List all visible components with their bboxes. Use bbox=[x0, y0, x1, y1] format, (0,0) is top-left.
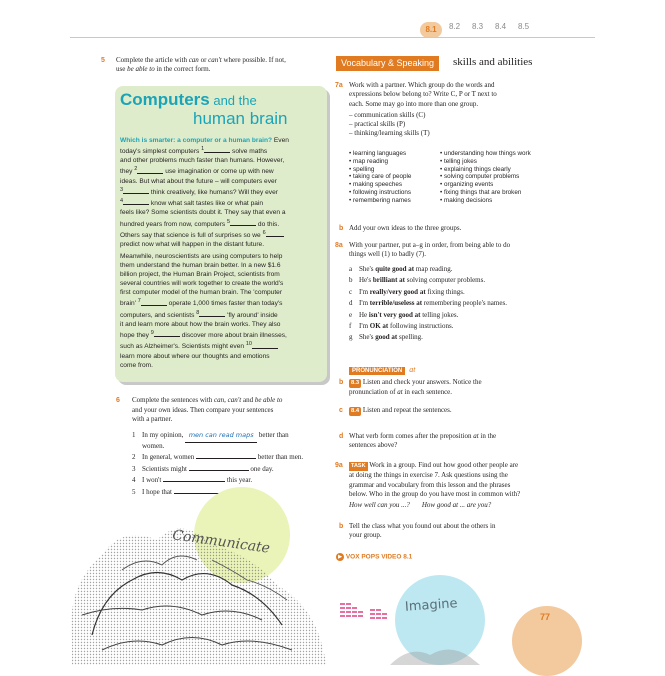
answer-4[interactable] bbox=[163, 481, 225, 482]
page-number: 77 bbox=[540, 612, 551, 622]
blank-2[interactable] bbox=[137, 173, 163, 174]
list-item: d I'm terrible/useless at remembering people's names. bbox=[349, 299, 507, 308]
exercise-8d-letter: d bbox=[339, 433, 344, 440]
skills-list-1: • learning languages • map reading • spelling • taking care of people • making speeches • following instructions • remembering names bbox=[349, 150, 412, 204]
section-badge: Vocabulary & Speaking bbox=[336, 56, 439, 71]
article-paragraph-1: Which is smarter: a computer or a human brain? Even today's simplest computers $^1$ solve maths and other problems much faster than humans. However, they $^2$ use imagination or come up with new ideas. But what about the future – will computers ever $^3$ think creatively, like humans? Will they ever $^4$ know what salt tastes like or what pain feels like? Some scientists doubt it. They say that even a hundred years from now, computers $^5$ do this. Others say that science is full of surprises so we $^6$ predict now what will happen in the distant future. bbox=[120, 137, 289, 249]
list-item: g She's good at spelling. bbox=[349, 333, 423, 342]
list-item: 1 In my opinion, men can read maps better than bbox=[132, 430, 342, 443]
exercise-6-instruction: Complete the sentences with can, can't and be able to and your own ideas. Then compare your sentences with a partner. bbox=[132, 396, 283, 423]
blank-3[interactable] bbox=[123, 193, 149, 194]
exercise-8a-number: 8a bbox=[335, 242, 343, 249]
play-icon: ▶ bbox=[336, 553, 344, 561]
exercise-9b-letter: b bbox=[339, 523, 344, 530]
exercise-5-number: 5 bbox=[101, 57, 105, 64]
communicate-text: Communicate bbox=[171, 527, 271, 557]
answer-3[interactable] bbox=[189, 470, 249, 471]
list-item: 4 I won't this year. bbox=[132, 476, 253, 484]
pronunciation-heading: PRONUNCIATION at bbox=[349, 359, 415, 377]
audio-track-8-3[interactable]: 8.3 bbox=[349, 379, 361, 388]
blank-10[interactable] bbox=[252, 348, 278, 349]
exercise-7a-number: 7a bbox=[335, 82, 343, 89]
brain-illustration bbox=[62, 485, 332, 665]
exercise-8a-items bbox=[349, 264, 569, 344]
blank-7[interactable] bbox=[141, 305, 167, 306]
list-item: 2 In general, women better than men. bbox=[132, 453, 304, 461]
list-item: f I'm OK at following instructions. bbox=[349, 322, 454, 331]
nav-tab-8-5[interactable]: 8.5 bbox=[518, 22, 530, 31]
list-item: e He isn't very good at telling jokes. bbox=[349, 310, 459, 319]
blank-5[interactable] bbox=[230, 225, 256, 226]
exercise-7b-text: Add your own ideas to the three groups. bbox=[349, 224, 462, 232]
exercise-8c-text: 8.4 Listen and repeat the sentences. bbox=[351, 406, 452, 414]
list-item: 5 I hope that bbox=[132, 487, 342, 499]
imagine-text: Imagine bbox=[404, 596, 459, 615]
blank-8[interactable] bbox=[199, 316, 225, 317]
section-title: skills and abilities bbox=[453, 56, 533, 68]
list-item: b He's brilliant at solving computer problems. bbox=[349, 276, 486, 285]
header-divider bbox=[70, 37, 595, 38]
exercise-9b-text: Tell the class what you found out about the others in your group. bbox=[349, 522, 496, 540]
skills-list-2: • understanding how things work • telling jokes • explaining things clearly • solving computer problems • organizing events • fixing things that are broken • making decisions bbox=[440, 150, 531, 204]
nav-tab-8-1[interactable]: 8.1 bbox=[420, 22, 442, 38]
exercise-8b-text: 8.3 Listen and check your answers. Notice the pronunciation of at in each sentence. bbox=[349, 378, 482, 397]
exercise-6-items: 1 In my opinion, men can read maps better than women. 2 In general, women better than men. 3 Scientists might one day. 4 I won't this year. 5 I hope that bbox=[132, 430, 342, 498]
nav-tab-8-4[interactable]: 8.4 bbox=[495, 22, 507, 31]
blank-4[interactable] bbox=[123, 204, 149, 205]
audio-track-8-4[interactable]: 8.4 bbox=[351, 408, 360, 414]
pronunciation-badge: PRONUNCIATION bbox=[349, 367, 405, 375]
exercise-6-number: 6 bbox=[116, 397, 120, 404]
exercise-5-instruction: Complete the article with can or can't where possible. If not, use be able to in the correct form. bbox=[116, 56, 286, 73]
nav-tab-8-2[interactable]: 8.2 bbox=[449, 22, 461, 31]
exercise-9a-number: 9a bbox=[335, 462, 343, 469]
exercise-8c-letter: c bbox=[339, 407, 343, 414]
list-item: c I'm really/very good at fixing things. bbox=[349, 287, 465, 296]
imagine-illustration bbox=[330, 565, 510, 665]
list-item: a She's quite good at map reading. bbox=[349, 265, 453, 273]
blank-9[interactable] bbox=[154, 336, 180, 337]
article-paragraph-2: Meanwhile, neuroscientists are using computers to help them understand the human brain better. In a new $1.6 billion project, the Human Brain Project, scientists from several countries will work together to create the world's first computer model of the human brain. The 'computer brain' $^7$ operate 1,000 times faster than today's computers, and scientists $^8$ 'fly around' inside it and learn more about how the brain works. They also hope they $^9$ discover more about brain illnesses, such as Alzheimer's. Scientists might even $^{10}$ learn more about where our thoughts and emotions come from. bbox=[120, 253, 287, 369]
blank-1[interactable] bbox=[204, 152, 230, 153]
exercise-7b-letter: b bbox=[339, 225, 344, 232]
exercise-8d-text: What verb form comes after the preposition at in the sentences above? bbox=[349, 432, 497, 450]
task-badge: TASK bbox=[349, 462, 368, 471]
answer-1[interactable]: men can read maps bbox=[185, 430, 257, 443]
exercise-8a-instruction: With your partner, put a–g in order, from being able to do things well (1) to badly (7). bbox=[349, 241, 511, 259]
answer-2[interactable] bbox=[196, 458, 256, 459]
list-item: 3 Scientists might one day. bbox=[132, 464, 274, 473]
exercise-8b-letter: b bbox=[339, 379, 344, 386]
exercise-7a-instruction: Work with a partner. Which group do the words and expressions below belong to? Write C, P or T next to each. Some may go into more than one group. – communication skills (C) – practical skills (P) – thinking/learning skills (T) bbox=[349, 81, 497, 138]
article-title: Computers and the human brain bbox=[120, 90, 288, 128]
vox-pops-link[interactable]: ▶ VOX POPS VIDEO 8.1 bbox=[336, 553, 412, 561]
exercise-9a-text: TASK Work in a group. Find out how good other people are at doing the things in exercise 7. Ask questions using the grammar and vocabulary from this lesson and the phrases below. Who in the group do you have most in common with? How well can you ...? How good at ... are you? bbox=[349, 461, 521, 509]
blank-6[interactable] bbox=[266, 236, 284, 237]
nav-tab-8-3[interactable]: 8.3 bbox=[472, 22, 484, 31]
